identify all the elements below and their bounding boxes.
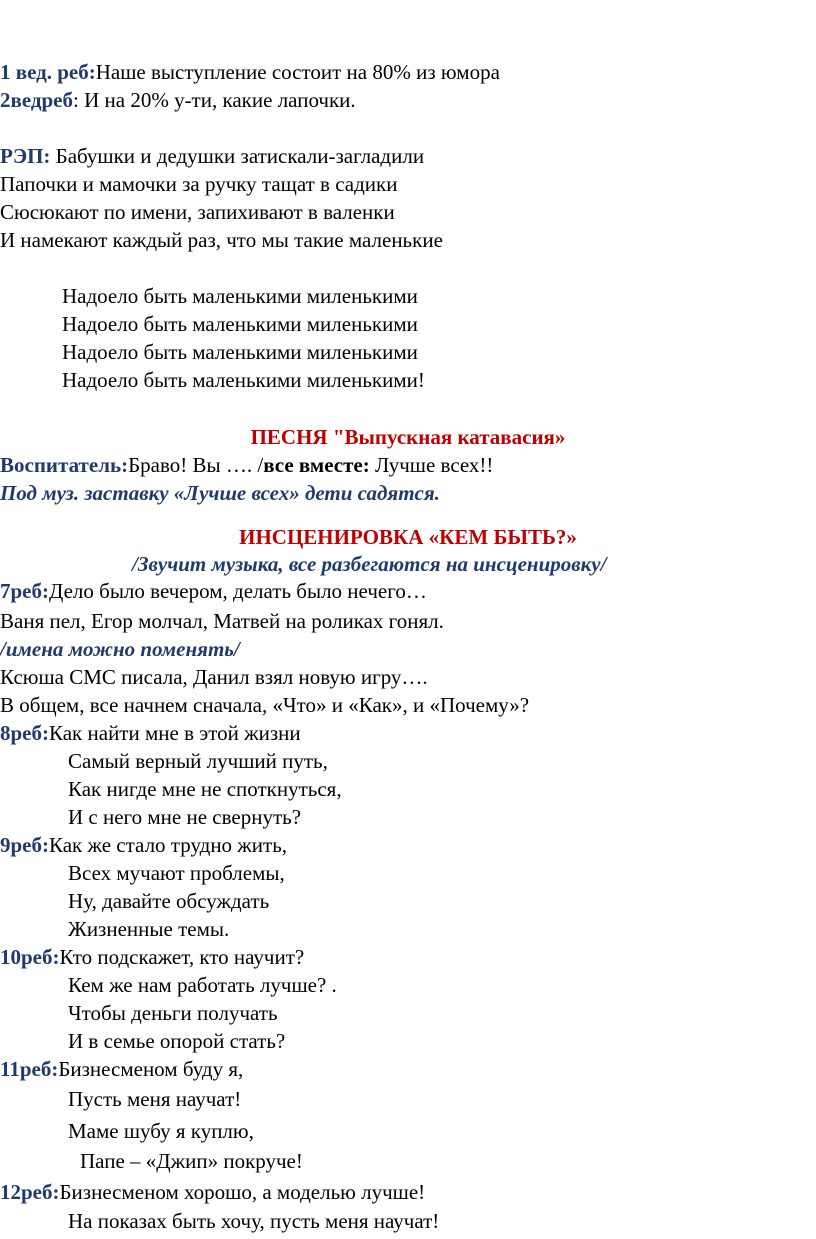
chorus-line-4: Надоело быть маленькими миленькими! [62,368,425,392]
r11-line-4: Папе – «Джип» покруче! [80,1149,303,1173]
dialogue-text: Браво! Вы …. / [128,453,264,477]
r10-line-2: Кем же нам работать лучше? . [68,973,337,997]
chorus-line-3: Надоело быть маленькими миленькими [62,340,418,364]
r8-line-3: Как нигде мне не споткнуться, [68,777,342,801]
speaker-label: 2ведреб [0,88,74,112]
speaker-label: 11реб: [0,1057,59,1081]
dialogue-text: Как же стало трудно жить, [49,833,288,857]
r10-line-4: И в семье опорой стать? [68,1029,286,1053]
stage-direction: Под муз. заставку «Лучше всех» дети садятся. [0,481,440,505]
dialogue-text: : И на 20% у-ти, какие лапочки. [73,88,356,112]
names-note: /имена можно поменять/ [0,637,240,661]
r10-line-3: Чтобы деньги получать [68,1001,278,1025]
r11-line-2: Пусть меня научат! [68,1087,242,1111]
speaker-label: 8реб: [0,721,49,745]
dialogue-text: Лучше всех!! [369,453,494,477]
r7-line-3: Ксюша СМС писала, Данил взял новую игру…. [0,665,428,689]
stage-direction: /Звучит музыка, все разбегаются на инсценировку/ [132,552,607,576]
r11-line-1 [0,1056,243,1082]
speaker-label: Воспитатель: [0,453,129,477]
r7-line-2: Ваня пел, Егор молчал, Матвей на роликах гонял. [0,609,444,633]
r12-line-1 [0,1179,425,1205]
speaker-label: 9реб: [0,833,49,857]
skit-heading: ИНСЦЕНИРОВКА «КЕМ БЫТЬ?» [239,525,577,549]
r9-line-1 [0,832,287,858]
speaker-label: 10реб: [0,945,60,969]
teacher-line [0,452,493,478]
r9-line-4: Жизненные темы. [68,917,230,941]
r7-line-1 [0,578,427,604]
dialogue-text: Кто подскажет, кто научит? [59,945,305,969]
rap-line-3: Сюсюкают по имени, запихивают в валенки [0,200,395,224]
dialogue-text: Наше выступление состоит на 80% из юмора [95,60,500,84]
chorus-line-1: Надоело быть маленькими миленькими [62,284,418,308]
r9-line-3: Ну, давайте обсуждать [68,889,270,913]
rap-line-2: Папочки и мамочки за ручку тащат в садики [0,172,398,196]
rap-line-1 [0,143,424,169]
intro-line-1 [0,59,500,85]
song-heading: ПЕСНЯ "Выпускная катавасия» [250,425,566,449]
speaker-label: РЭП: [0,144,51,168]
intro-line-2 [0,87,356,113]
speaker-label: 1 вед. реб: [0,60,96,84]
speaker-label: 7реб: [0,579,49,603]
r9-line-2: Всех мучают проблемы, [68,861,285,885]
r12-line-2: На показах быть хочу, пусть меня научат! [68,1209,440,1233]
dialogue-text: Бабушки и дедушки затискали-загладили [50,144,425,168]
dialogue-text: Бизнесменом буду я, [58,1057,244,1081]
speaker-label: все вместе: [263,453,370,477]
r7-line-4: В общем, все начнем сначала, «Что» и «Как», и «Почему»? [0,693,530,717]
rap-line-4: И намекают каждый раз, что мы такие маленькие [0,228,443,252]
r8-line-4: И с него мне не свернуть? [68,805,302,829]
dialogue-text: Бизнесменом хорошо, а моделью лучше! [59,1180,426,1204]
dialogue-text: Как найти мне в этой жизни [49,721,301,745]
dialogue-text: Дело было вечером, делать было нечего… [49,579,427,603]
speaker-label: 12реб: [0,1180,60,1204]
r10-line-1 [0,944,304,970]
r8-line-2: Самый верный лучший путь, [68,749,328,773]
r11-line-3: Маме шубу я куплю, [68,1119,254,1143]
r8-line-1 [0,720,301,746]
chorus-line-2: Надоело быть маленькими миленькими [62,312,418,336]
